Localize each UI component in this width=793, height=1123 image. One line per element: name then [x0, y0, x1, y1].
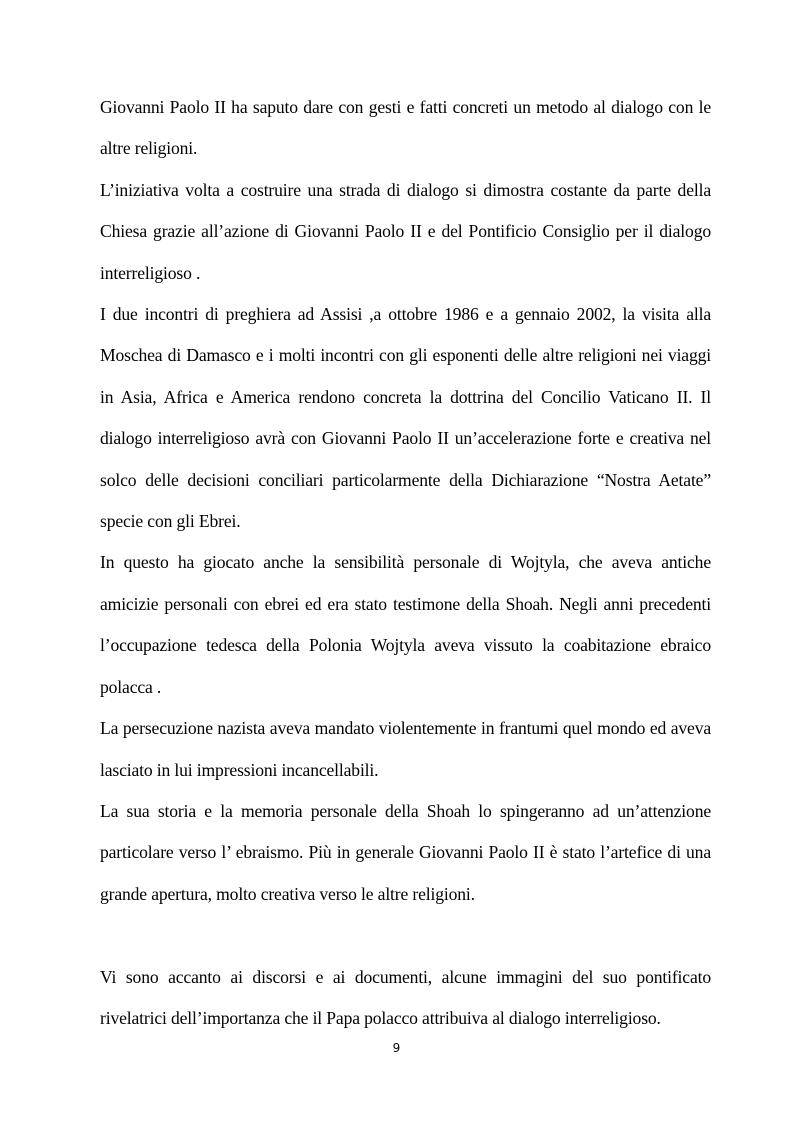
paragraph-2: L’iniziativa volta a costruire una strada di dialogo si dimostra costante da parte della Chiesa grazie all’azione di Giovanni Paolo II e del Pontificio Consiglio per il dialogo interreligioso . — [100, 179, 711, 283]
paragraph-spacer — [100, 915, 711, 956]
paragraph-4: In questo ha giocato anche la sensibilità personale di Wojtyla, che aveva antiche amicizie personali con ebrei ed era stato testimone della Shoah. Negli anni precedenti l’occupazione tedesca della Polonia Wojtyla aveva vissuto la coabitazione ebraico polacca . — [100, 552, 711, 697]
body-text — [100, 87, 711, 1039]
page-number: 9 — [392, 1041, 401, 1055]
paragraph-7: Vi sono accanto ai discorsi e ai documenti, alcune immagini del suo pontificato rivelatrici dell’importanza che il Papa polacco attribuiva al dialogo interreligioso. — [100, 966, 711, 1028]
paragraph-1: Giovanni Paolo II ha saputo dare con gesti e fatti concreti un metodo al dialogo con le altre religioni. — [100, 97, 711, 159]
paragraph-3: I due incontri di preghiera ad Assisi ,a ottobre 1986 e a gennaio 2002, la visita alla Moschea di Damasco e i molti incontri con gli esponenti delle altre religioni nei viaggi in Asia, Africa e America rendono concreta la dottrina del Concilio Vaticano II. Il dialogo interreligioso avrà con Giovanni Paolo II un’accelerazione forte e creativa nel solco delle decisioni conciliari particolarmente della Dichiarazione “Nostra Aetate” specie con gli Ebrei. — [100, 304, 711, 532]
paragraph-6: La sua storia e la memoria personale della Shoah lo spingeranno ad un’attenzione particolare verso l’ ebraismo. Più in generale Giovanni Paolo II è stato l’artefice di una grande apertura, molto creativa verso le altre religioni. — [100, 800, 711, 904]
paragraph-5: La persecuzione nazista aveva mandato violentemente in frantumi quel mondo ed aveva lasciato in lui impressioni incancellabili. — [100, 718, 711, 780]
